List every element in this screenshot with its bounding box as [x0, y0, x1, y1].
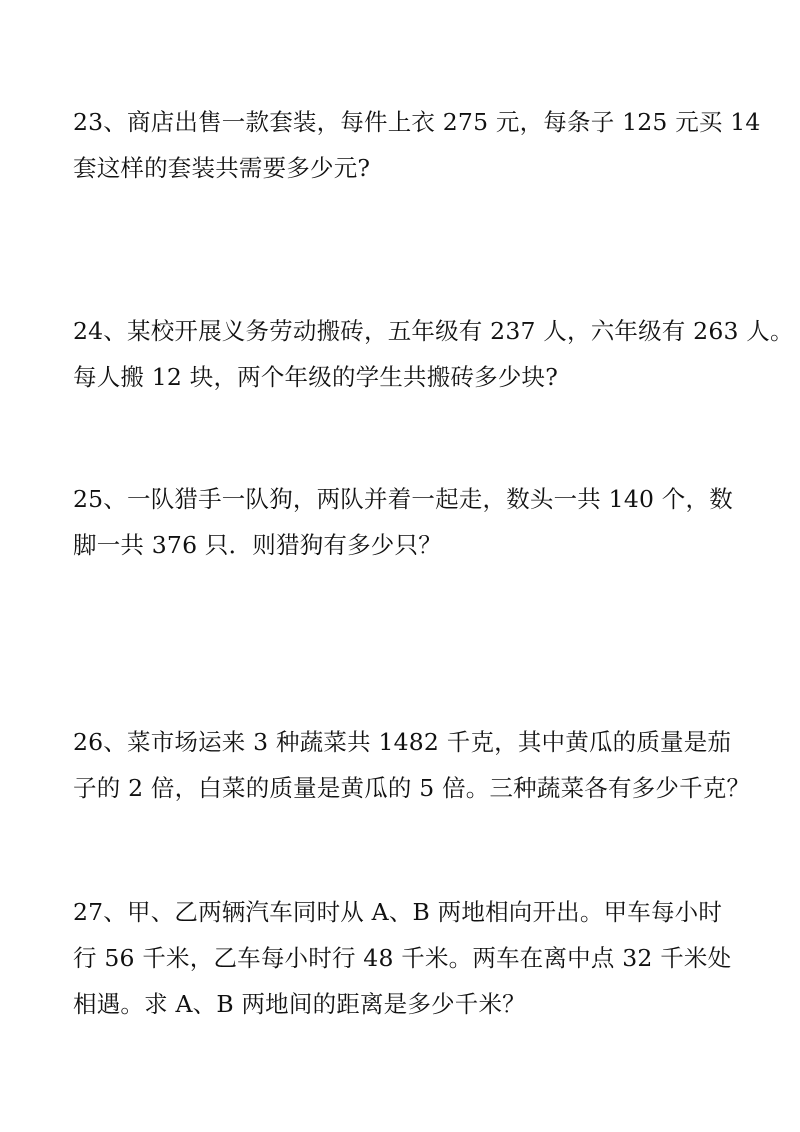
- problem-23: [73, 99, 761, 191]
- problem-24-line-2: 每人搬 12 块，两个年级的学生共搬砖多少块?: [73, 363, 559, 391]
- problem-27-line-1: 27、甲、乙两辆汽车同时从 A、B 两地相向开出。甲车每小时: [73, 898, 723, 926]
- problem-26-line-2: 子的 2 倍，白菜的质量是黄瓜的 5 倍。三种蔬菜各有多少千克？: [73, 774, 751, 802]
- problem-27-line-2: 行 56 千米，乙车每小时行 48 千米。两车在离中点 32 千米处: [73, 944, 732, 972]
- problem-23-line-1: 23、商店出售一款套装，每件上衣 275 元，每条子 125 元买 14: [73, 108, 761, 136]
- problem-24-line-1: 24、某校开展义务劳动搬砖，五年级有 237 人，六年级有 263 人。: [73, 317, 794, 345]
- problem-25-line-1: 25、一队猎手一队狗，两队并着一起走，数头一共 140 个，数: [73, 485, 733, 513]
- problem-27-line-3: 相遇。求 A、B 两地间的距离是多少千米？: [73, 990, 526, 1018]
- problem-26-line-1: 26、菜市场运来 3 种蔬菜共 1482 千克，其中黄瓜的质量是茄: [73, 728, 732, 756]
- problem-24: [73, 308, 794, 400]
- problem-25-line-2: 脚一共 376 只．则猎狗有多少只？: [73, 531, 442, 559]
- problem-23-line-2: 套这样的套装共需要多少元?: [73, 154, 371, 182]
- problem-25: [73, 476, 733, 568]
- problem-26: [73, 719, 751, 811]
- problem-27: [73, 889, 733, 1027]
